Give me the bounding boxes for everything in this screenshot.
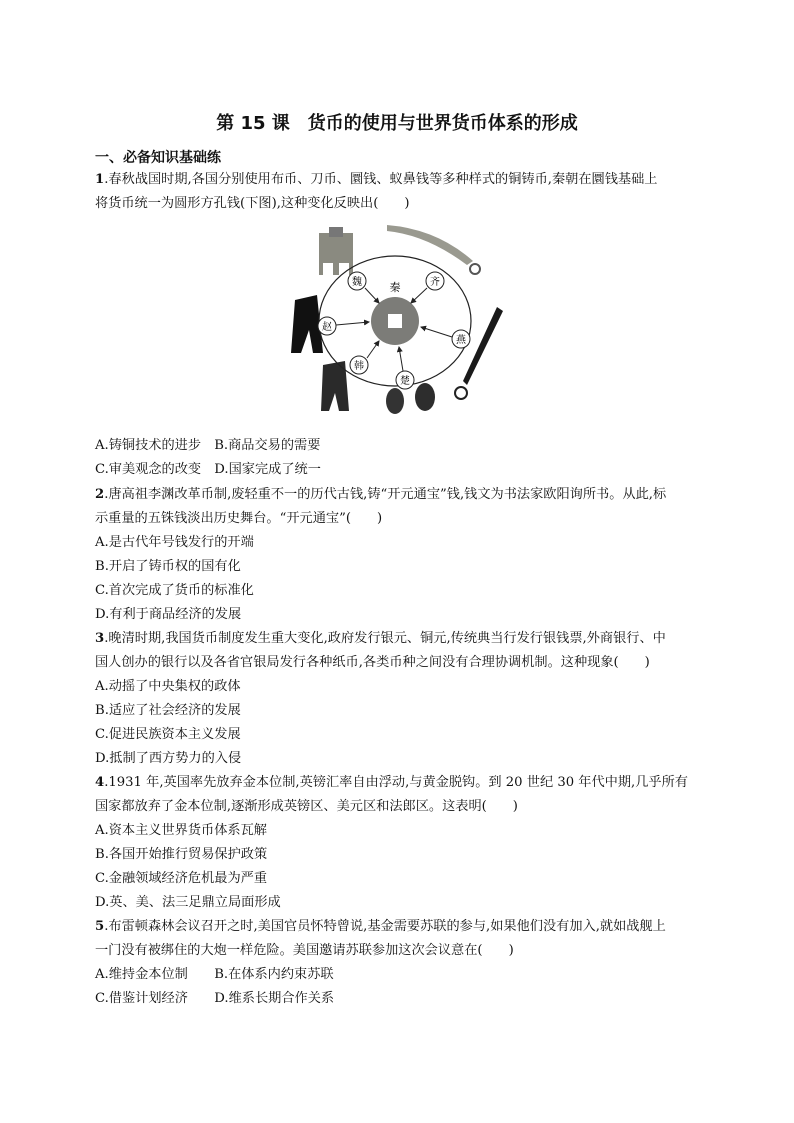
state-node-qi: 齐 xyxy=(430,277,440,288)
question-text: 将货币统一为圆形方孔钱(下图),这种变化反映出( xyxy=(95,196,379,211)
question-text: 布雷顿森林会议召开之时,美国官员怀特曾说,基金需要苏联的参与,如果他们没有加入,就如战舰上 xyxy=(108,919,666,934)
question-text: 示重量的五铢钱淡出历史舞台。“开元通宝”( xyxy=(95,511,352,526)
option-line: C.金融领域经济危机最为严重 xyxy=(95,871,268,886)
answer-paren: ) xyxy=(508,943,514,958)
question-text: 晚清时期,我国货币制度发生重大变化,政府发行银元、铜元,传统典当行发行银钱票,外商银行、中 xyxy=(108,631,666,646)
question-number: 1 xyxy=(95,172,105,187)
option-line: A.资本主义世界货币体系瓦解 xyxy=(95,823,267,838)
option-line: D.英、美、法三足鼎立局面形成 xyxy=(95,895,281,910)
question-1-line-1: 1.春秋战国时期,各国分别使用布币、刀币、圜钱、蚁鼻钱等多种样式的铜铸币,秦朝在圜钱基础上 xyxy=(95,172,658,187)
question-5-line-1: 5.布雷顿森林会议召开之时,美国官员怀特曾说,基金需要苏联的参与,如果他们没有加入,就如战舰上 xyxy=(95,919,666,934)
state-node-han: 韩 xyxy=(354,361,364,372)
option-line: A.是古代年号钱发行的开端 xyxy=(95,535,254,550)
question-text: 国家都放弃了金本位制,逐渐形成英镑区、美元区和法郎区。这表明( xyxy=(95,799,487,814)
answer-paren: ) xyxy=(404,196,410,211)
coin-unification-diagram xyxy=(287,225,503,415)
question-1-line-2 xyxy=(95,194,410,214)
question-number: 4 xyxy=(95,775,105,790)
option-line: D.抵制了西方势力的入侵 xyxy=(95,751,242,766)
question-text: 国人创办的银行以及各省官银局发行各种纸币,各类币种之间没有合理协调机制。这种现象( xyxy=(95,655,619,670)
question-5-line-2 xyxy=(95,941,514,961)
question-4-line-2 xyxy=(95,797,518,817)
option-line: B.开启了铸币权的国有化 xyxy=(95,559,241,574)
question-2-line-2 xyxy=(95,509,382,529)
state-node-chu: 楚 xyxy=(400,376,410,387)
option-line: C.审美观念的改变 D.国家完成了统一 xyxy=(95,462,321,477)
question-text: 一门没有被绑住的大炮一样危险。美国邀请苏联参加这次会议意在( xyxy=(95,943,483,958)
question-text: 1931 年,英国率先放弃金本位制,英镑汇率自由浮动,与黄金脱钩。到 20 世纪 30 年代中期,几乎所有 xyxy=(108,775,688,790)
center-label: 秦 xyxy=(389,281,401,294)
question-2-line-1: 2.唐高祖李渊改革币制,废轻重不一的历代古钱,铸“开元通宝”钱,钱文为书法家欧阳询所书。从此,标 xyxy=(95,487,667,502)
answer-paren: ) xyxy=(377,511,383,526)
state-node-wei: 魏 xyxy=(352,277,362,288)
question-3-line-2 xyxy=(95,653,650,673)
answer-paren: ) xyxy=(512,799,518,814)
option-line: B.各国开始推行贸易保护政策 xyxy=(95,847,268,862)
question-number: 5 xyxy=(95,919,105,934)
answer-paren: ) xyxy=(644,655,650,670)
option-line: B.适应了社会经济的发展 xyxy=(95,703,241,718)
knife-coin-right-image xyxy=(455,307,503,399)
spade-coin-top-image xyxy=(319,227,353,275)
page-title: 第 15 课 货币的使用与世界货币体系的形成 xyxy=(216,113,578,134)
state-node-zhao: 赵 xyxy=(322,322,332,333)
question-number: 3 xyxy=(95,631,105,646)
option-line: C.促进民族资本主义发展 xyxy=(95,727,241,742)
question-text: 春秋战国时期,各国分别使用布币、刀币、圜钱、蚁鼻钱等多种样式的铜铸币,秦朝在圜钱基础上 xyxy=(108,172,658,187)
spade-coin-bottom-image xyxy=(321,361,349,411)
state-node-yan: 燕 xyxy=(456,335,466,346)
qin-ban-liang-coin xyxy=(371,297,419,345)
question-number: 2 xyxy=(95,487,105,502)
option-line: D.有利于商品经济的发展 xyxy=(95,607,242,622)
option-line: A.维持金本位制 B.在体系内约束苏联 xyxy=(95,967,334,982)
question-3-line-1: 3.晚清时期,我国货币制度发生重大变化,政府发行银元、铜元,传统典当行发行银钱票,外商银行、中 xyxy=(95,631,666,646)
knife-coin-image xyxy=(387,225,480,274)
question-text: 唐高祖李渊改革币制,废轻重不一的历代古钱,铸“开元通宝”钱,钱文为书法家欧阳询所书。从此,标 xyxy=(108,487,667,502)
option-line: A.铸铜技术的进步 B.商品交易的需要 xyxy=(95,438,321,453)
question-4-line-1: 4.1931 年,英国率先放弃金本位制,英镑汇率自由浮动,与黄金脱钩。到 20 世纪 30 年代中期,几乎所有 xyxy=(95,775,688,790)
section-heading: 一、必备知识基础练 xyxy=(95,150,221,166)
option-line: C.首次完成了货币的标准化 xyxy=(95,583,254,598)
option-line: C.借鉴计划经济 D.维系长期合作关系 xyxy=(95,991,335,1006)
option-line: A.动摇了中央集权的政体 xyxy=(95,679,241,694)
